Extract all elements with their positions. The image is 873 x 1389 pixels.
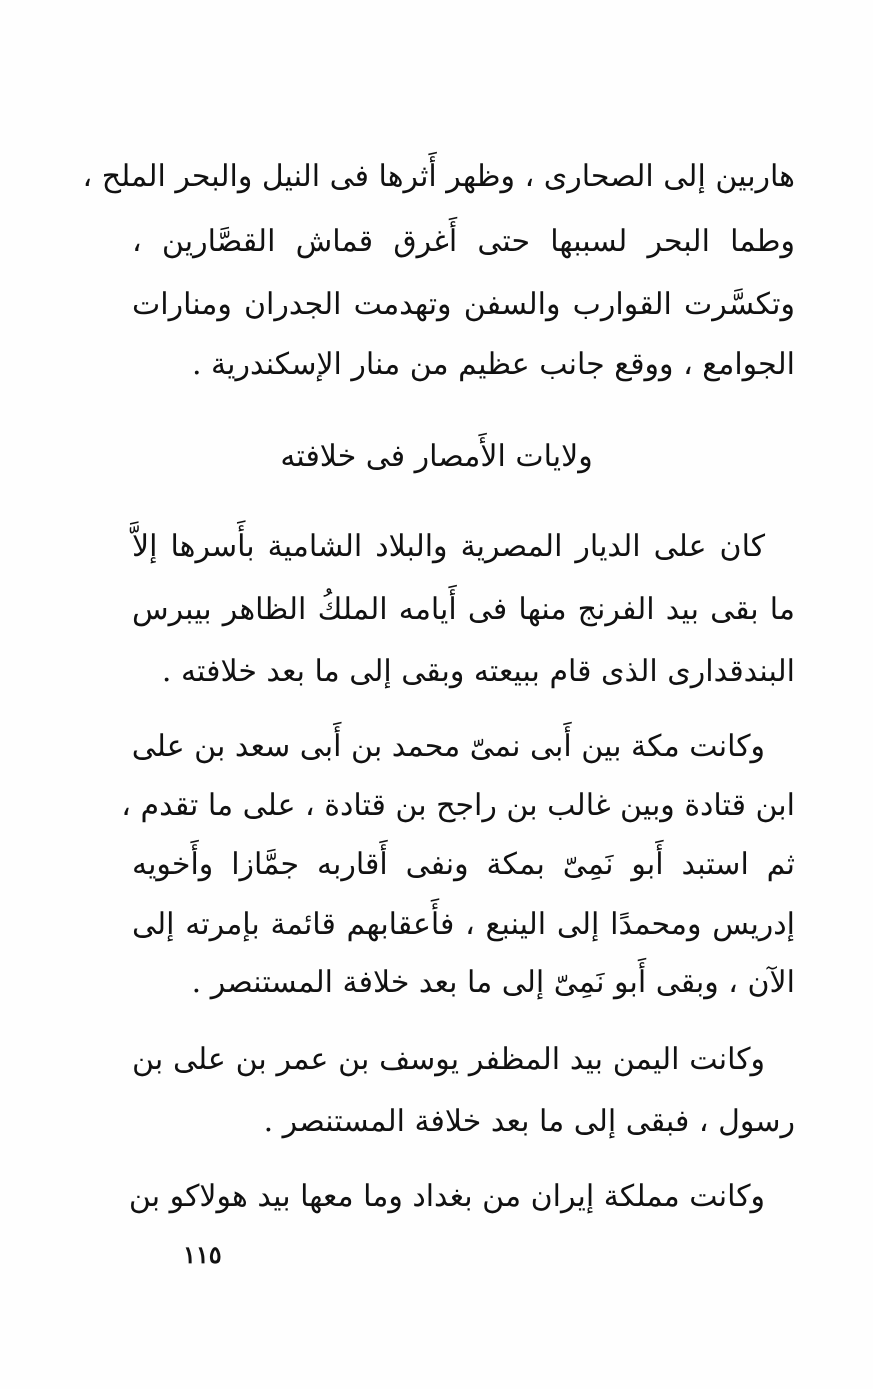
text-line: ما بقى بيد الفرنج منها فى أَيامه الملكُ الظاهر بيبرس [132, 592, 795, 627]
text-line: وكانت مملكة إيران من بغداد وما معها بيد هولاكو بن [128, 1179, 765, 1214]
text-line: الجوامع ، ووقع جانب عظيم من منار الإسكندرية . [191, 347, 795, 382]
section-heading: ولايات الأَمصار فى خلافته [280, 439, 593, 474]
page-number: ١١٥ [183, 1240, 222, 1269]
text-line: الآن ، وبقى أَبو نَمِىّ إلى ما بعد خلافة المستنصر . [191, 965, 795, 1000]
text-line: وطما البحر لسببها حتى أَغرق قماش القصَّارين ، [132, 224, 795, 259]
text-line: البندقدارى الذى قام ببيعته وبقى إلى ما بعد خلافته . [161, 654, 795, 689]
text-line: وكانت مكة بين أَبى نمىّ محمد بن أَبى سعد بن على [131, 729, 765, 764]
text-line: وكانت اليمن بيد المظفر يوسف بن عمر بن على بن [132, 1042, 765, 1077]
text-line: رسول ، فبقى إلى ما بعد خلافة المستنصر . [263, 1104, 795, 1139]
text-line: هاربين إلى الصحارى ، وظهر أَثرها فى النيل والبحر الملح ، [82, 159, 795, 194]
text-line: وتكسَّرت القوارب والسفن وتهدمت الجدران ومنارات [132, 287, 795, 322]
text-line: ثم استبد أَبو نَمِىّ بمكة ونفى أَقاربه جمَّازا وأَخويه [132, 847, 795, 882]
text-line: إدريس ومحمدًا إلى الينبع ، فأَعقابهم قائمة بإمرته إلى [132, 907, 795, 942]
text-line: كان على الديار المصرية والبلاد الشامية بأَسرها إلاَّ [132, 529, 765, 564]
text-line: ابن قتادة وبين غالب بن راجح بن قتادة ، على ما تقدم ، [121, 788, 795, 823]
